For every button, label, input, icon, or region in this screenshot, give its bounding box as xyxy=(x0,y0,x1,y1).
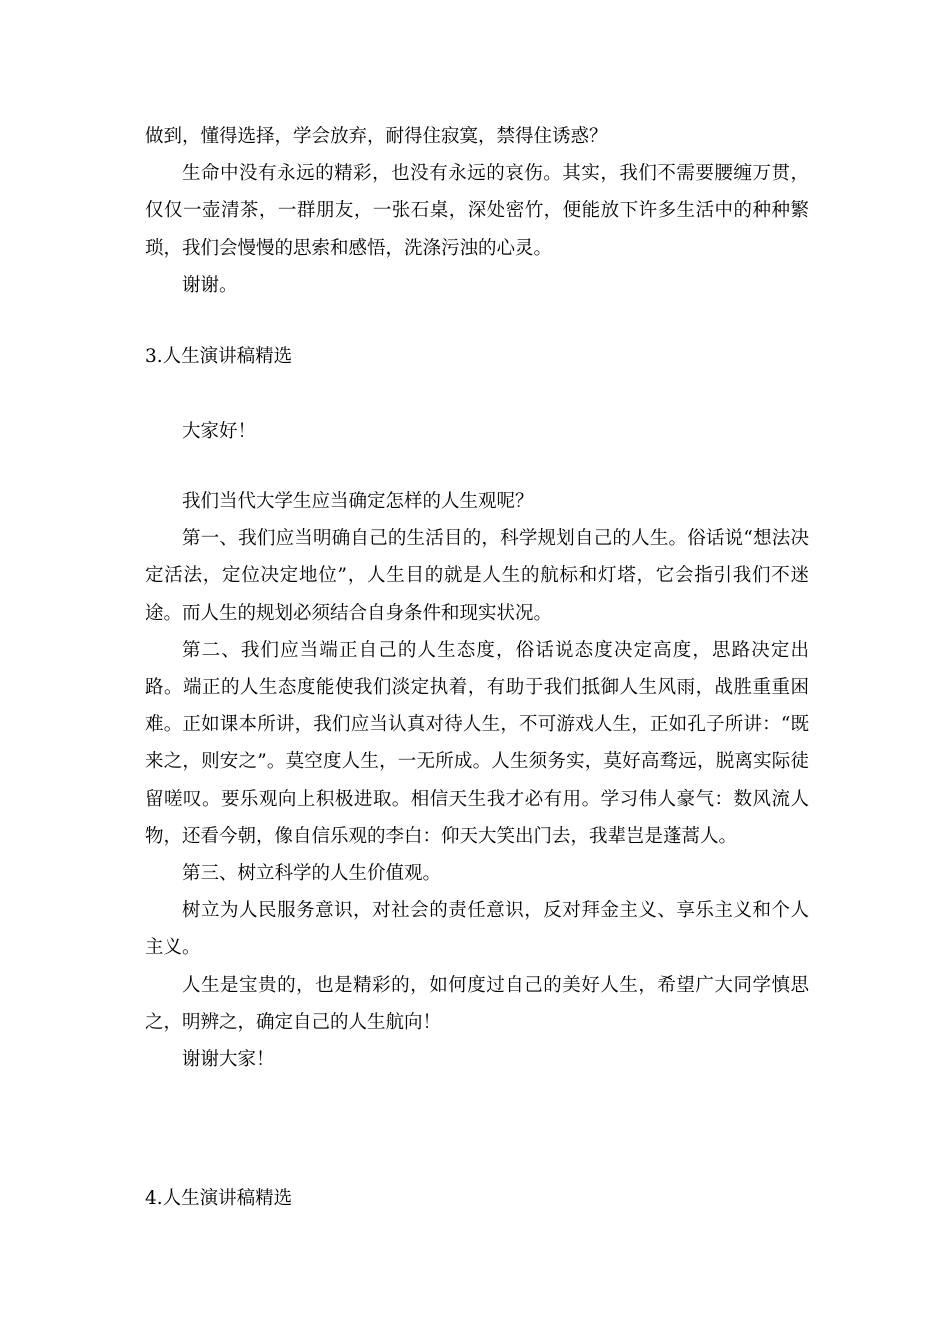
paragraph: 树立为人民服务意识，对社会的责任意识，反对拜金主义、享乐主义和个人主义。 xyxy=(145,900,809,959)
paragraph: 第二、我们应当端正自己的人生态度，俗话说态度决定高度，思路决定出路。端正的人生态度能使我们淡定执着，有助于我们抵御人生风雨，战胜重重困难。正如课本所讲，我们应当认真对待人生，不可游戏人生，正如孔子所讲：“既来之，则安之”。莫空度人生，一无所成。人生须务实，莫好高骛远，脱离实际徒留嗟叹。要乐观向上积极进取。相信天生我才必有用。学习伟人豪气：数风流人物，还看今朝，像自信乐观的李白：仰天大笑出门去，我辈岂是蓬蒿人。 xyxy=(145,639,809,847)
paragraph: 我们当代大学生应当确定怎样的人生观呢？ xyxy=(182,491,534,512)
paragraph: 做到，懂得选择，学会放弃，耐得住寂寞，禁得住诱惑？ xyxy=(145,126,608,147)
paragraph: 第三、树立科学的人生价值观。 xyxy=(182,863,442,885)
section-heading: 3.人生演讲稿精选 xyxy=(145,346,293,367)
section-3 xyxy=(145,338,809,375)
closing-thanks: 谢谢大家！ xyxy=(182,1049,275,1071)
paragraph: 第一、我们应当明确自己的生活目的，科学规划自己的人生。俗话说“想法决定活法，定位决定地位”，人生目的就是人生的航标和灯塔，它会指引我们不迷途。而人生的规划必须结合自身条件和现实状况。 xyxy=(145,528,809,624)
section-heading: 4.人生演讲稿精选 xyxy=(145,1188,293,1209)
greeting: 大家好！ xyxy=(182,421,257,442)
previous-section-body xyxy=(145,118,809,304)
paragraph: 生命中没有永远的精彩，也没有永远的哀伤。其实，我们不需要腰缠万贯，仅仅一壶清茶，一群朋友，一张石桌，深处密竹，便能放下许多生活中的种种繁琐，我们会慢慢的思索和感悟，洗涤污浊的心灵。 xyxy=(145,163,809,259)
paragraph: 人生是宝贵的，也是精彩的，如何度过自己的美好人生，希望广大同学慎思之，明辨之，确定自己的人生航向！ xyxy=(145,974,809,1033)
section-4 xyxy=(145,1180,809,1217)
closing-thanks: 谢谢。 xyxy=(182,274,238,296)
section-3-greeting-block xyxy=(145,413,809,450)
section-3-body xyxy=(145,483,809,1078)
